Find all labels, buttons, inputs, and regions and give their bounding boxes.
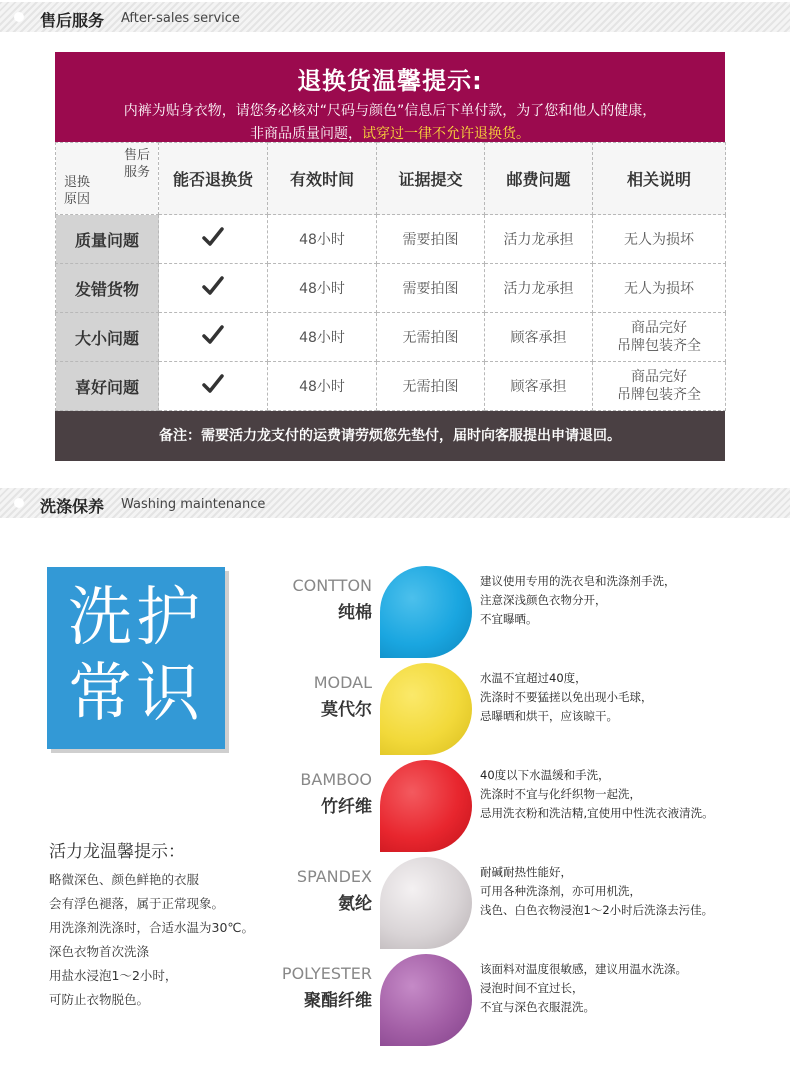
bullet-icon [14,498,24,508]
care-line: 耐碱耐热性能好， [480,865,572,879]
fabric-care-text [480,766,714,823]
time-cell: 48小时 [268,215,377,264]
footer-note: 备注：需要活力龙支付的运费请劳烦您先垫付，届时向客服提出申请退回。 [55,411,725,461]
note-line: 商品完好 [631,320,687,336]
diag-bottom-label [64,174,90,208]
care-line: 不宜与深色衣服混洗。 [480,1000,595,1014]
diag-bottom-line: 退换 [64,175,91,190]
logo-line-2: 常识 [68,657,204,731]
banner-line-2-text: 非商品质量问题， [250,126,362,142]
note-line: 吊牌包装齐全 [617,338,701,354]
check-icon [202,276,224,296]
postage-cell: 顾客承担 [485,313,593,362]
fabric-name-cn: 氨纶 [338,894,372,914]
time-cell: 48小时 [268,313,377,362]
check-icon [202,325,224,345]
table-row [56,215,726,264]
fabric-swatch [380,954,472,1046]
fabric-item-polyester [270,954,790,1046]
fabric-name-cn: 莫代尔 [321,700,372,720]
fabric-name-en: MODAL [313,673,372,692]
postage-cell: 活力龙承担 [485,215,593,264]
fabric-name-en: POLYESTER [281,964,372,983]
section-subtitle: Washing maintenance [121,497,266,512]
evidence-cell: 无需拍图 [377,313,485,362]
tip-line: 深色衣物首次洗涤 [49,944,150,959]
time-cell: 48小时 [268,264,377,313]
table-row [56,264,726,313]
note-cell [593,362,726,411]
postage-cell: 顾客承担 [485,362,593,411]
table-row [56,313,726,362]
care-line: 该面料对温度很敏感，建议用温水洗涤。 [480,962,687,976]
fabric-care-text [480,960,687,1017]
fabric-name-cn: 聚酯纤维 [304,991,372,1011]
care-line: 水温不宜超过40度， [480,671,587,685]
section-title: 洗涤保养 [40,497,105,516]
column-header: 证据提交 [377,143,485,215]
note-line: 商品完好 [631,369,687,385]
note-line: 无人为损坏 [624,281,694,297]
section-subtitle: After-sales service [121,11,240,26]
column-header: 能否退换货 [159,143,268,215]
note-line: 无人为损坏 [624,232,694,248]
tips-title: 活力龙温馨提示： [49,842,185,862]
fabric-swatch [380,857,472,949]
fabric-item-bamboo [270,760,790,852]
diagonal-header-cell [56,143,159,215]
care-line: 可用各种洗涤剂，亦可用机洗， [480,884,641,898]
table-header-row [56,143,726,215]
fabric-care-text [480,863,713,920]
column-header: 邮费问题 [485,143,593,215]
care-tips [49,837,254,1012]
fabric-name-en: SPANDEX [296,867,372,886]
care-line: 浅色、白色衣物浸泡1～2小时后洗涤去污佳。 [480,903,714,917]
tip-line: 用盐水浸泡1～2小时， [49,968,178,983]
time-cell: 48小时 [268,362,377,411]
fabric-swatch [380,663,472,755]
fabric-name-en: CONTTON [292,576,372,595]
evidence-cell: 需要拍图 [377,264,485,313]
row-reason: 大小问题 [56,313,159,362]
returnable-cell [159,264,268,313]
fabric-name-cn: 竹纤维 [321,797,372,817]
banner-title: 退换货温馨提示: [297,67,483,95]
care-line: 忌用洗衣粉和洗洁精,宜使用中性洗衣液清洗。 [480,806,714,820]
care-line: 忌曝晒和烘干，应该晾干。 [480,709,618,723]
evidence-cell: 无需拍图 [377,362,485,411]
care-line: 浸泡时间不宜过长， [480,981,584,995]
fabric-name-en: BAMBOO [300,770,372,789]
after-sales-header [0,2,790,32]
diag-top-line: 售后 [123,148,150,163]
table-row [56,362,726,411]
column-header: 有效时间 [268,143,377,215]
fabric-item-cotton [270,566,790,658]
note-cell [593,215,726,264]
row-reason: 质量问题 [56,215,159,264]
note-line: 吊牌包装齐全 [617,387,701,403]
diag-bottom-line: 原因 [64,192,91,207]
tip-line: 可防止衣物脱色。 [49,992,150,1007]
check-icon [202,374,224,394]
care-line: 洗涤时不要猛搓以免出现小毛球， [480,690,653,704]
returnable-cell [159,313,268,362]
care-line: 40度以下水温缓和手洗， [480,768,610,782]
note-cell [593,264,726,313]
note-cell [593,313,726,362]
postage-cell: 活力龙承担 [485,264,593,313]
fabric-item-spandex [270,857,790,949]
row-reason: 发错货物 [56,264,159,313]
row-reason: 喜好问题 [56,362,159,411]
returnable-cell [159,362,268,411]
fabric-care-text [480,669,653,726]
fabric-name-cn: 纯棉 [338,603,372,623]
diag-top-line: 服务 [123,165,150,180]
fabric-swatch [380,760,472,852]
care-knowledge-logo [47,567,225,749]
care-line: 洗涤时不宜与化纤织物一起洗， [480,787,641,801]
banner-line-2 [55,123,725,143]
fabric-care-text [480,572,676,629]
diag-top-label [124,147,150,181]
check-icon [202,227,224,247]
bullet-icon [14,12,24,22]
care-line: 注意深浅颜色衣物分开， [480,593,607,607]
returnable-cell [159,215,268,264]
section-title: 售后服务 [40,11,105,30]
care-line: 建议使用专用的洗衣皂和洗涤剂手洗， [480,574,676,588]
evidence-cell: 需要拍图 [377,215,485,264]
column-header: 相关说明 [593,143,726,215]
return-policy-table [55,142,726,411]
tip-line: 会有浮色褪落，属于正常现象。 [49,896,225,911]
banner-highlight: 试穿过一律不允许退换货。 [362,126,530,142]
logo-line-1: 洗护 [68,581,204,655]
fabric-item-modal [270,663,790,755]
washing-header [0,488,790,518]
tip-line: 略微深色、颜色鲜艳的衣服 [49,872,200,887]
return-policy-banner [55,52,725,142]
tip-line: 用洗涤剂洗涤时，合适水温为30℃。 [49,920,254,935]
care-line: 不宜曝晒。 [480,612,538,626]
fabric-swatch [380,566,472,658]
banner-line-1: 内裤为贴身衣物，请您务必核对“尺码与颜色”信息后下单付款，为了您和他人的健康， [123,103,657,119]
